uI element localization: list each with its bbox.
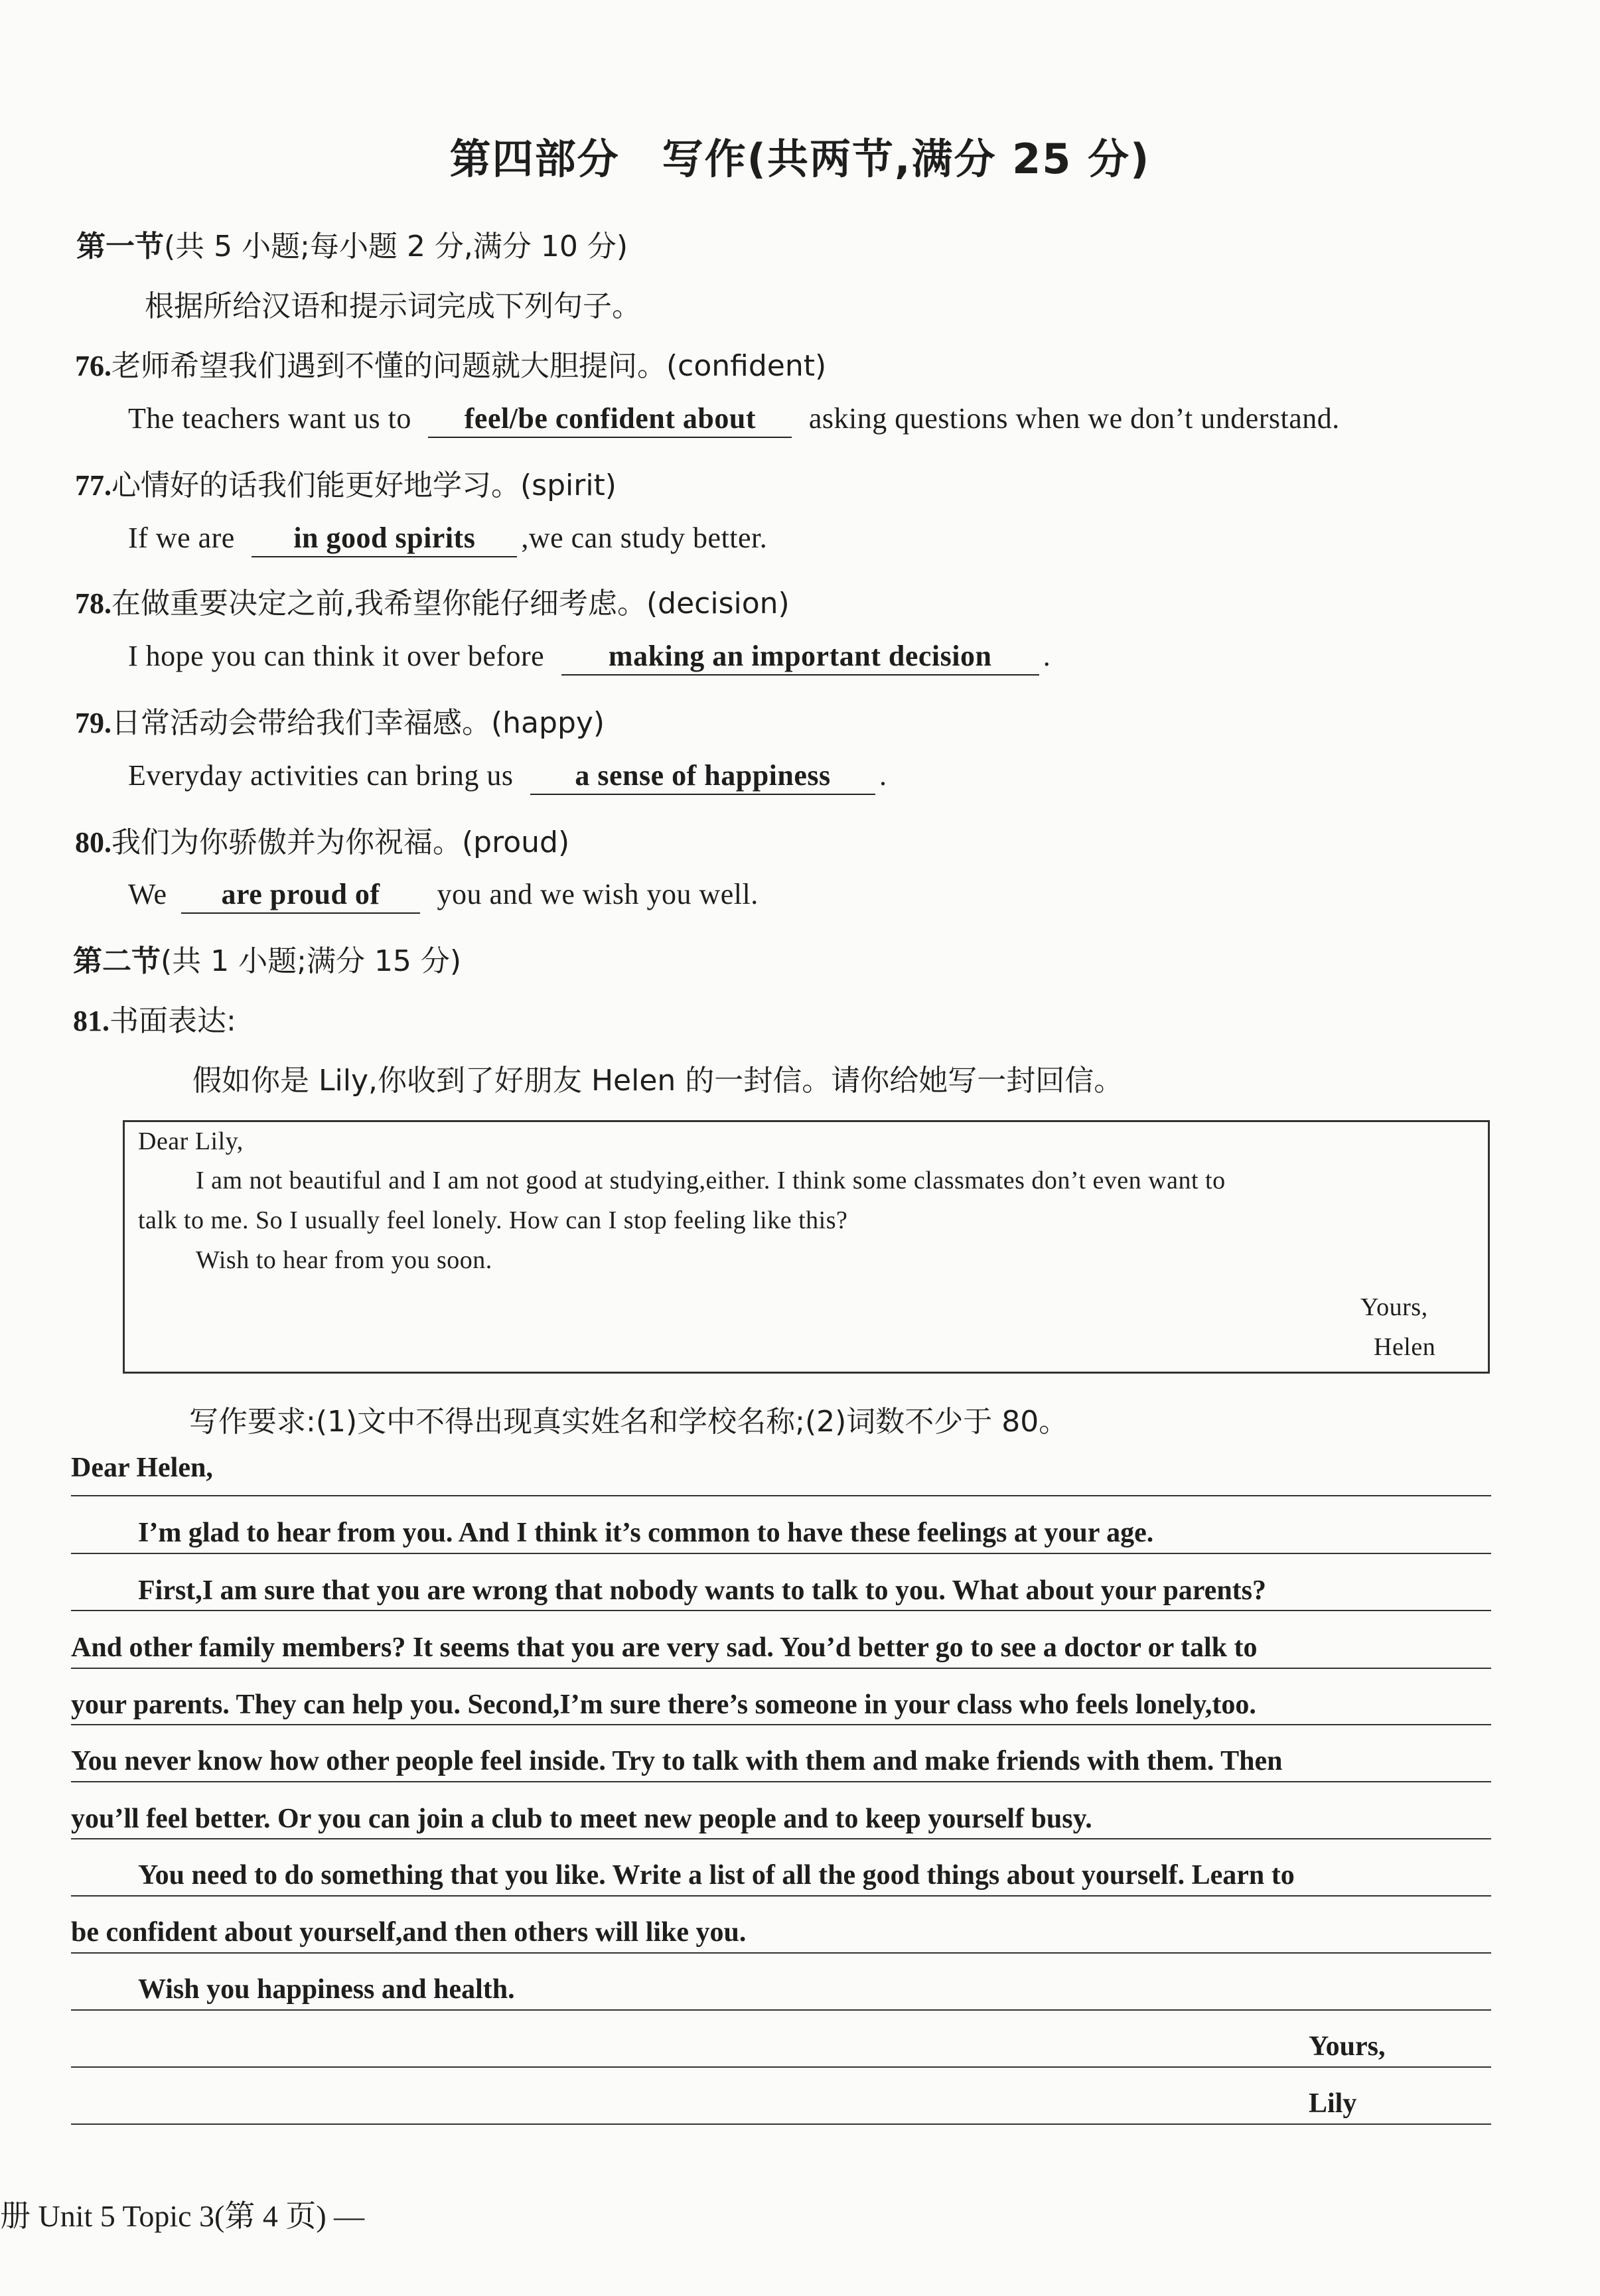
- question-text: 我们为你骄傲并为你祝福。(proud): [111, 825, 570, 859]
- writing-prompt: 假如你是 Lily,你收到了好朋友 Helen 的一封信。请你给她写一封回信。: [192, 1064, 1124, 1098]
- letter-line: I am not beautiful and I am not good at studying,either. I think some classmates don’t even want to: [196, 1167, 1226, 1194]
- question-79-sentence: [128, 758, 887, 795]
- sentence-before: The teachers want us to: [128, 402, 411, 435]
- answer-signature: Lily: [1309, 2088, 1357, 2119]
- answer-closing: Yours,: [1309, 2031, 1386, 2062]
- question-80-sentence: [128, 877, 759, 914]
- answer-blank: are proud of: [181, 877, 420, 914]
- writing-rule: [71, 1838, 1491, 1839]
- section-1-info: (共 5 小题;每小题 2 分,满分 10 分): [164, 230, 628, 263]
- section-2-heading: [73, 937, 461, 979]
- writing-rule: [71, 2066, 1491, 2068]
- section-1-heading: [76, 222, 628, 265]
- writing-rule: [71, 1553, 1491, 1554]
- letter-signature: Helen: [1374, 1333, 1436, 1361]
- writing-rule: [71, 1668, 1491, 1669]
- letter-greeting: Dear Lily,: [138, 1127, 244, 1155]
- answer-blank: a sense of happiness: [530, 758, 875, 795]
- question-76-sentence: [128, 401, 1340, 438]
- writing-rule: [71, 2123, 1491, 2125]
- sentence-after: .: [879, 759, 887, 792]
- page-title: 第四部分 写作(共两节,满分 25 分): [449, 135, 1151, 183]
- question-79-prompt: [75, 699, 605, 741]
- question-number: 77.: [75, 469, 111, 502]
- question-text: 在做重要决定之前,我希望你能仔细考虑。(decision): [111, 587, 790, 620]
- sentence-after: .: [1043, 640, 1051, 672]
- answer-blank: making an important decision: [561, 639, 1039, 676]
- answer-blank: feel/be confident about: [428, 401, 792, 438]
- letter-line: Wish to hear from you soon.: [196, 1246, 492, 1274]
- question-number: 80.: [75, 826, 111, 859]
- sentence-before: I hope you can think it over before: [128, 640, 545, 672]
- answer-line: Dear Helen,: [71, 1453, 213, 1483]
- question-text: 日常活动会带给我们幸福感。(happy): [111, 706, 605, 740]
- answer-line: You never know how other people feel inside. Try to talk with them and make friends with them. Then: [71, 1746, 1283, 1776]
- question-78-sentence: [128, 639, 1051, 676]
- writing-requirements: 写作要求:(1)文中不得出现真实姓名和学校名称;(2)词数不少于 80。: [189, 1405, 1068, 1439]
- writing-rule: [71, 1610, 1491, 1611]
- letter-closing: Yours,: [1360, 1293, 1428, 1321]
- question-text: 老师希望我们遇到不懂的问题就大胆提问。(confident): [111, 349, 827, 383]
- sentence-before: We: [128, 878, 167, 910]
- answer-blank: in good spirits: [252, 521, 517, 557]
- answer-line: And other family members? It seems that you are very sad. You’d better go to see a doctor or talk to: [71, 1632, 1258, 1663]
- instruction: 根据所给汉语和提示词完成下列句子。: [145, 289, 641, 323]
- question-80-prompt: [75, 818, 569, 861]
- question-number: 78.: [75, 587, 111, 620]
- question-number: 79.: [75, 707, 111, 739]
- question-77-sentence: [128, 521, 767, 557]
- question-78-prompt: [75, 579, 790, 622]
- writing-rule: [71, 1724, 1491, 1725]
- writing-rule: [71, 1781, 1491, 1782]
- answer-line: Wish you happiness and health.: [138, 1974, 515, 2005]
- section-2-label: 第二节: [73, 944, 161, 978]
- writing-rule: [71, 2009, 1491, 2011]
- section-1-label: 第一节: [76, 230, 164, 263]
- page-footer: 册 Unit 5 Topic 3(第 4 页) —: [0, 2199, 365, 2233]
- sentence-after: asking questions when we don’t understand.: [808, 402, 1340, 435]
- answer-line: be confident about yourself,and then others will like you.: [71, 1917, 747, 1948]
- section-2-info: (共 1 小题;满分 15 分): [161, 944, 462, 978]
- answer-line: First,I am sure that you are wrong that nobody wants to talk to you. What about your parents?: [138, 1575, 1267, 1606]
- writing-rule: [71, 1495, 1491, 1496]
- writing-rule: [71, 1952, 1491, 1954]
- question-81-heading: [73, 997, 236, 1039]
- sentence-after: you and we wish you well.: [437, 878, 759, 910]
- question-76-prompt: [75, 342, 826, 384]
- question-77-prompt: [75, 461, 617, 504]
- question-text: 心情好的话我们能更好地学习。(spirit): [111, 468, 617, 502]
- sentence-after: ,we can study better.: [521, 522, 768, 554]
- answer-line: You need to do something that you like. Write a list of all the good things about yourself. Learn to: [138, 1860, 1295, 1891]
- writing-rule: [71, 1895, 1491, 1897]
- question-label: 书面表达:: [109, 1004, 236, 1038]
- question-number: 76.: [75, 350, 111, 382]
- question-number: 81.: [73, 1005, 109, 1037]
- answer-line: you’ll feel better. Or you can join a club to meet new people and to keep yourself busy.: [71, 1804, 1092, 1834]
- answer-line: I’m glad to hear from you. And I think it’s common to have these feelings at your age.: [138, 1518, 1154, 1548]
- answer-line: your parents. They can help you. Second,I’m sure there’s someone in your class who feels lonely,too.: [71, 1689, 1256, 1720]
- sentence-before: If we are: [128, 522, 235, 554]
- sentence-before: Everyday activities can bring us: [128, 759, 514, 792]
- letter-line: talk to me. So I usually feel lonely. How can I stop feeling like this?: [138, 1206, 848, 1234]
